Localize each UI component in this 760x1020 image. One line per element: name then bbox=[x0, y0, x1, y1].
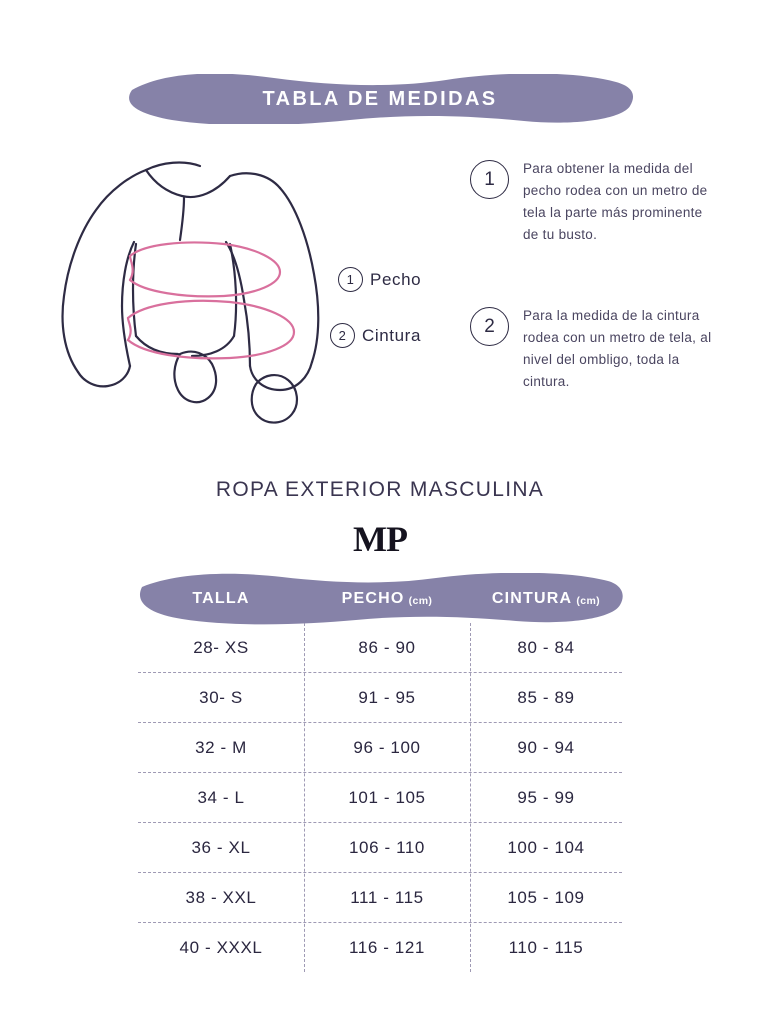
instruction-2-text: Para la medida de la cintura rodea con un metro de tela, al nivel del ombligo, toda la cintura. bbox=[523, 308, 712, 389]
table-header-row bbox=[138, 575, 622, 623]
label-pecho bbox=[338, 267, 421, 292]
table-header-cell-talla bbox=[138, 575, 304, 623]
cell-cintura: 100 - 104 bbox=[507, 837, 585, 857]
cell-pecho: 111 - 115 bbox=[350, 887, 424, 907]
cell-talla: 30- S bbox=[199, 687, 243, 707]
cell-cintura: 80 - 84 bbox=[517, 637, 575, 657]
label-cintura-text: Cintura bbox=[362, 325, 422, 345]
cell-pecho: 96 - 100 bbox=[353, 737, 421, 757]
cell-cintura: 85 - 89 bbox=[517, 687, 575, 707]
table-row bbox=[138, 823, 622, 873]
cell-pecho: 106 - 110 bbox=[349, 837, 425, 857]
table-header-cell-cintura bbox=[470, 575, 622, 623]
table-row bbox=[138, 873, 622, 923]
table-header-label-cintura: CINTURA bbox=[491, 590, 573, 607]
cell-cintura: 95 - 99 bbox=[517, 787, 575, 807]
table-header-unit-pecho: (cm) bbox=[408, 595, 433, 607]
table-row bbox=[138, 923, 622, 972]
instruction-1-number: 1 bbox=[470, 160, 509, 199]
table-row bbox=[138, 723, 622, 773]
label-pecho-number: 1 bbox=[338, 267, 363, 292]
table-row bbox=[138, 623, 622, 673]
header-banner bbox=[124, 74, 636, 124]
table-header-unit-cintura: (cm) bbox=[576, 595, 601, 607]
cell-talla: 40 - XXXL bbox=[179, 937, 263, 957]
cell-cintura: 110 - 115 bbox=[508, 937, 584, 957]
section-title: ROPA EXTERIOR MASCULINA bbox=[215, 478, 545, 501]
table-header-label-talla: TALLA bbox=[192, 590, 250, 607]
table-body bbox=[138, 623, 622, 972]
cell-pecho: 116 - 121 bbox=[349, 937, 425, 957]
table-header-label-pecho: PECHO bbox=[341, 590, 405, 607]
cell-pecho: 91 - 95 bbox=[358, 687, 416, 707]
torso-measuring-illustration bbox=[34, 148, 374, 438]
brand-logo: MP bbox=[353, 519, 407, 559]
instruction-2-number: 2 bbox=[470, 307, 509, 346]
cell-pecho: 101 - 105 bbox=[348, 787, 426, 807]
table-header-band bbox=[138, 575, 622, 623]
cell-talla: 38 - XXL bbox=[185, 887, 257, 907]
size-table bbox=[138, 575, 622, 972]
cell-pecho: 86 - 90 bbox=[358, 637, 416, 657]
label-cintura-number: 2 bbox=[330, 323, 355, 348]
label-pecho-text: Pecho bbox=[370, 269, 422, 289]
instruction-1-text: Para obtener la medida del pecho rodea con un metro de tela la parte más prominente de tu busto. bbox=[523, 161, 708, 242]
table-row bbox=[138, 773, 622, 823]
instruction-item-1 bbox=[470, 158, 720, 245]
cell-talla: 32 - M bbox=[195, 737, 247, 757]
page-title: TABLA DE MEDIDAS bbox=[262, 87, 498, 110]
table-header-cell-pecho bbox=[304, 575, 470, 623]
cell-cintura: 90 - 94 bbox=[517, 737, 575, 757]
table-row bbox=[138, 673, 622, 723]
cell-talla: 36 - XL bbox=[191, 837, 251, 857]
cell-cintura: 105 - 109 bbox=[507, 887, 585, 907]
label-cintura bbox=[330, 323, 421, 348]
cell-talla: 28- XS bbox=[193, 637, 249, 657]
instruction-item-2 bbox=[470, 305, 720, 392]
cell-talla: 34 - L bbox=[197, 787, 245, 807]
